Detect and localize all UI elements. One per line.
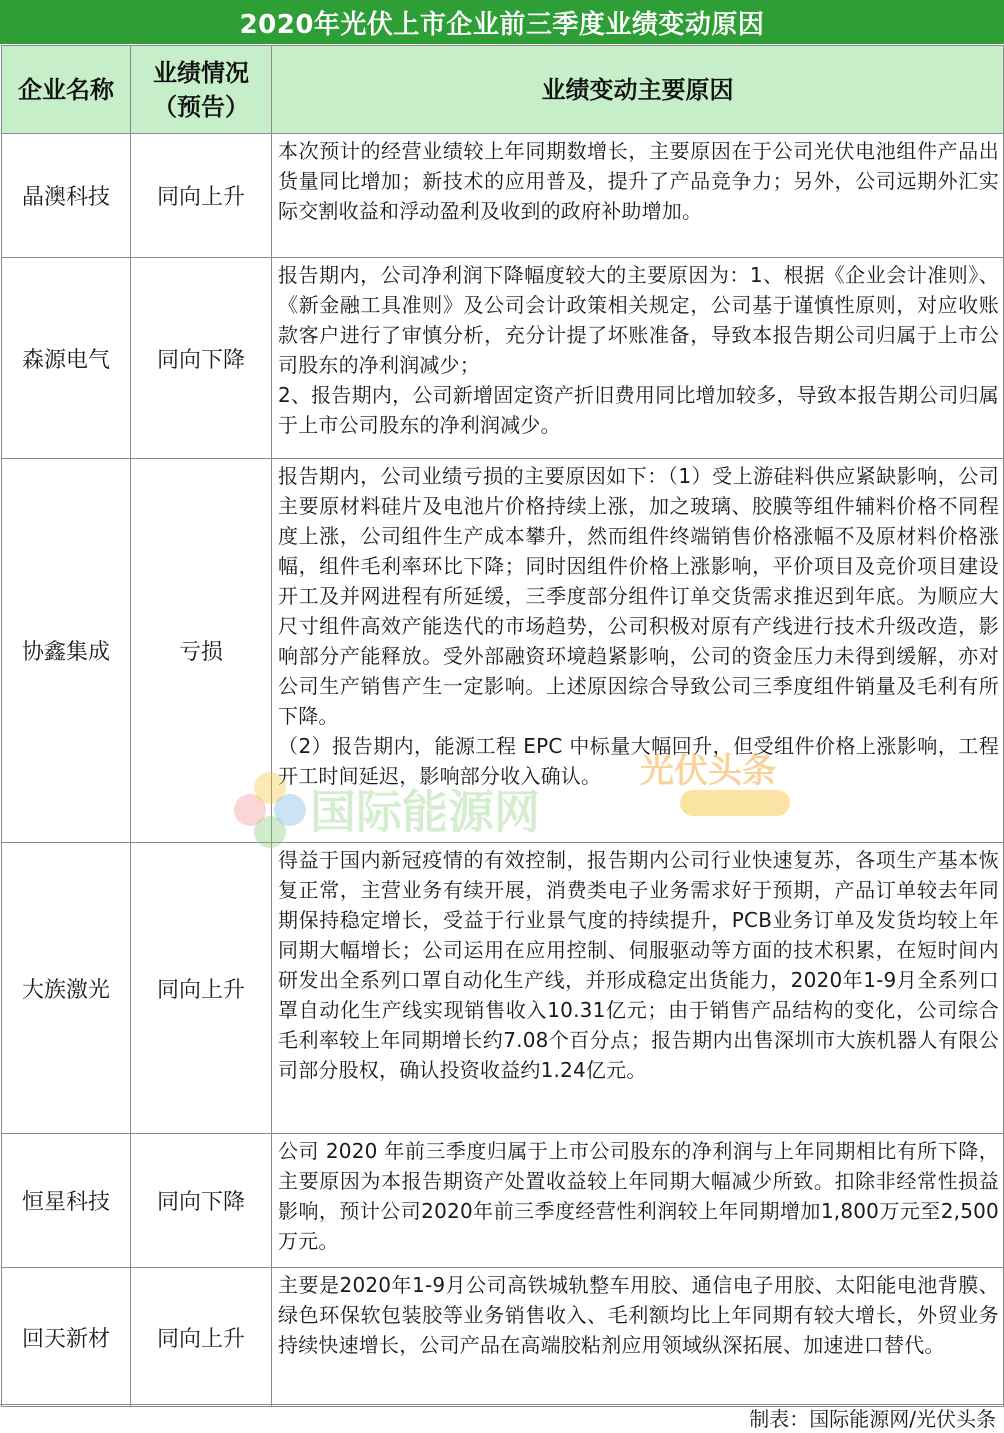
reason-paragraph: 报告期内，公司净利润下降幅度较大的主要原因为：1、根据《企业会计准则》、《新金融工具准则》及公司会计政策相关规定，公司基于谨慎性原则，对应收账款客户进行了审慎分析，充分计提了坏账准备，导致本报告期公司归属于上市公司股东的净利润减少； xyxy=(278,263,999,377)
company-cell: 回天新材 xyxy=(2,1268,131,1407)
header-status xyxy=(131,46,272,134)
status-cell: 同向上升 xyxy=(131,843,272,1134)
reason-cell xyxy=(272,459,1004,843)
company-cell: 恒星科技 xyxy=(2,1134,131,1268)
table-row xyxy=(2,134,1004,258)
header-reason: 业绩变动主要原因 xyxy=(272,46,1004,134)
reason-paragraph: 报告期内，公司业绩亏损的主要原因如下：（1）受上游硅料供应紧缺影响，公司主要原材料硅片及电池片价格持续上涨，加之玻璃、胶膜等组件辅料价格不同程度上涨，公司组件生产成本攀升，然而组件终端销售价格涨幅不及原材料价格涨幅，组件毛利率环比下降；同时因组件价格上涨影响，平价项目及竞价项目建设开工及并网进程有所延缓，三季度部分组件订单交货需求推迟到年底。为顺应大尺寸组件高效产能迭代的市场趋势，公司积极对原有产线进行技术升级改造，影响部分产能释放。受外部融资环境趋紧影响，公司的资金压力未得到缓解，亦对公司生产销售产生一定影响。上述原因综合导致公司三季度组件销量及毛利有所下降。 xyxy=(278,464,999,728)
status-cell: 亏损 xyxy=(131,459,272,843)
reason-cell xyxy=(272,258,1004,459)
table-row xyxy=(2,1134,1004,1268)
reason-paragraph: 主要是2020年1-9月公司高铁城轨整车用胶、通信电子用胶、太阳能电池背膜、绿色环保软包装胶等业务销售收入、毛利额均比上年同期有较大增长，外贸业务持续快速增长，公司产品在高端胶粘剂应用领域纵深拓展、加速进口替代。 xyxy=(278,1273,999,1357)
footer-credit: 制表：国际能源网/光伏头条 xyxy=(749,1407,996,1431)
status-cell: 同向下降 xyxy=(131,258,272,459)
reason-cell xyxy=(272,134,1004,258)
company-cell: 晶澳科技 xyxy=(2,134,131,258)
header-status-line2: （预告） xyxy=(153,92,249,121)
table-row xyxy=(2,459,1004,843)
performance-table xyxy=(1,45,1004,1407)
reason-paragraph: 公司 2020 年前三季度归属于上市公司股东的净利润与上年同期相比有所下降，主要原因为本报告期资产处置收益较上年同期大幅减少所致。扣除非经常性损益影响，预计公司2020年前三季度经营性利润较上年同期增加1,800万元至2,500万元。 xyxy=(278,1139,999,1253)
header-status-line1: 业绩情况 xyxy=(153,58,249,87)
reason-paragraph: （2）报告期内，能源工程 EPC 中标量大幅回升，但受组件价格上涨影响，工程开工时间延迟，影响部分收入确认。 xyxy=(278,734,999,788)
table-title: 2020年光伏上市企业前三季度业绩变动原因 xyxy=(0,0,1004,44)
watermark-brand: 光伏头条 xyxy=(640,751,776,791)
reason-cell xyxy=(272,843,1004,1134)
reason-cell xyxy=(272,1134,1004,1268)
company-cell: 森源电气 xyxy=(2,258,131,459)
watermark-text: 国际能源网 xyxy=(310,785,540,839)
reason-paragraph: 得益于国内新冠疫情的有效控制，报告期内公司行业快速复苏，各项生产基本恢复正常，主营业务有续开展，消费类电子业务需求好于预期，产品订单较去年同期保持稳定增长，受益于行业景气度的持续提升，PCB业务订单及发货均较上年同期大幅增长；公司运用在应用控制、伺服驱动等方面的技术积累，在短时间内研发出全系列口罩自动化生产线，并形成稳定出货能力，2020年1-9月全系列口罩自动化生产线实现销售收入10.31亿元；由于销售产品结构的变化，公司综合毛利率较上年同期增长约7.08个百分点；报告期内出售深圳市大族机器人有限公司部分股权，确认投资收益约1.24亿元。 xyxy=(278,848,999,1082)
reason-cell xyxy=(272,1268,1004,1407)
status-cell: 同向上升 xyxy=(131,1268,272,1407)
table-row xyxy=(2,843,1004,1134)
reason-paragraph: 2、报告期内，公司新增固定资产折旧费用同比增加较多，导致本报告期公司归属于上市公司股东的净利润减少。 xyxy=(278,383,999,437)
status-cell: 同向上升 xyxy=(131,134,272,258)
company-cell: 大族激光 xyxy=(2,843,131,1134)
header-company: 企业名称 xyxy=(2,46,131,134)
table-row xyxy=(2,1268,1004,1407)
status-cell: 同向下降 xyxy=(131,1134,272,1268)
table-row xyxy=(2,258,1004,459)
reason-paragraph: 本次预计的经营业绩较上年同期数增长，主要原因在于公司光伏电池组件产品出货量同比增加；新技术的应用普及，提升了产品竞争力；另外，公司远期外汇实际交割收益和浮动盈利及收到的政府补助增加。 xyxy=(278,139,999,223)
header-row xyxy=(2,46,1004,134)
company-cell: 协鑫集成 xyxy=(2,459,131,843)
